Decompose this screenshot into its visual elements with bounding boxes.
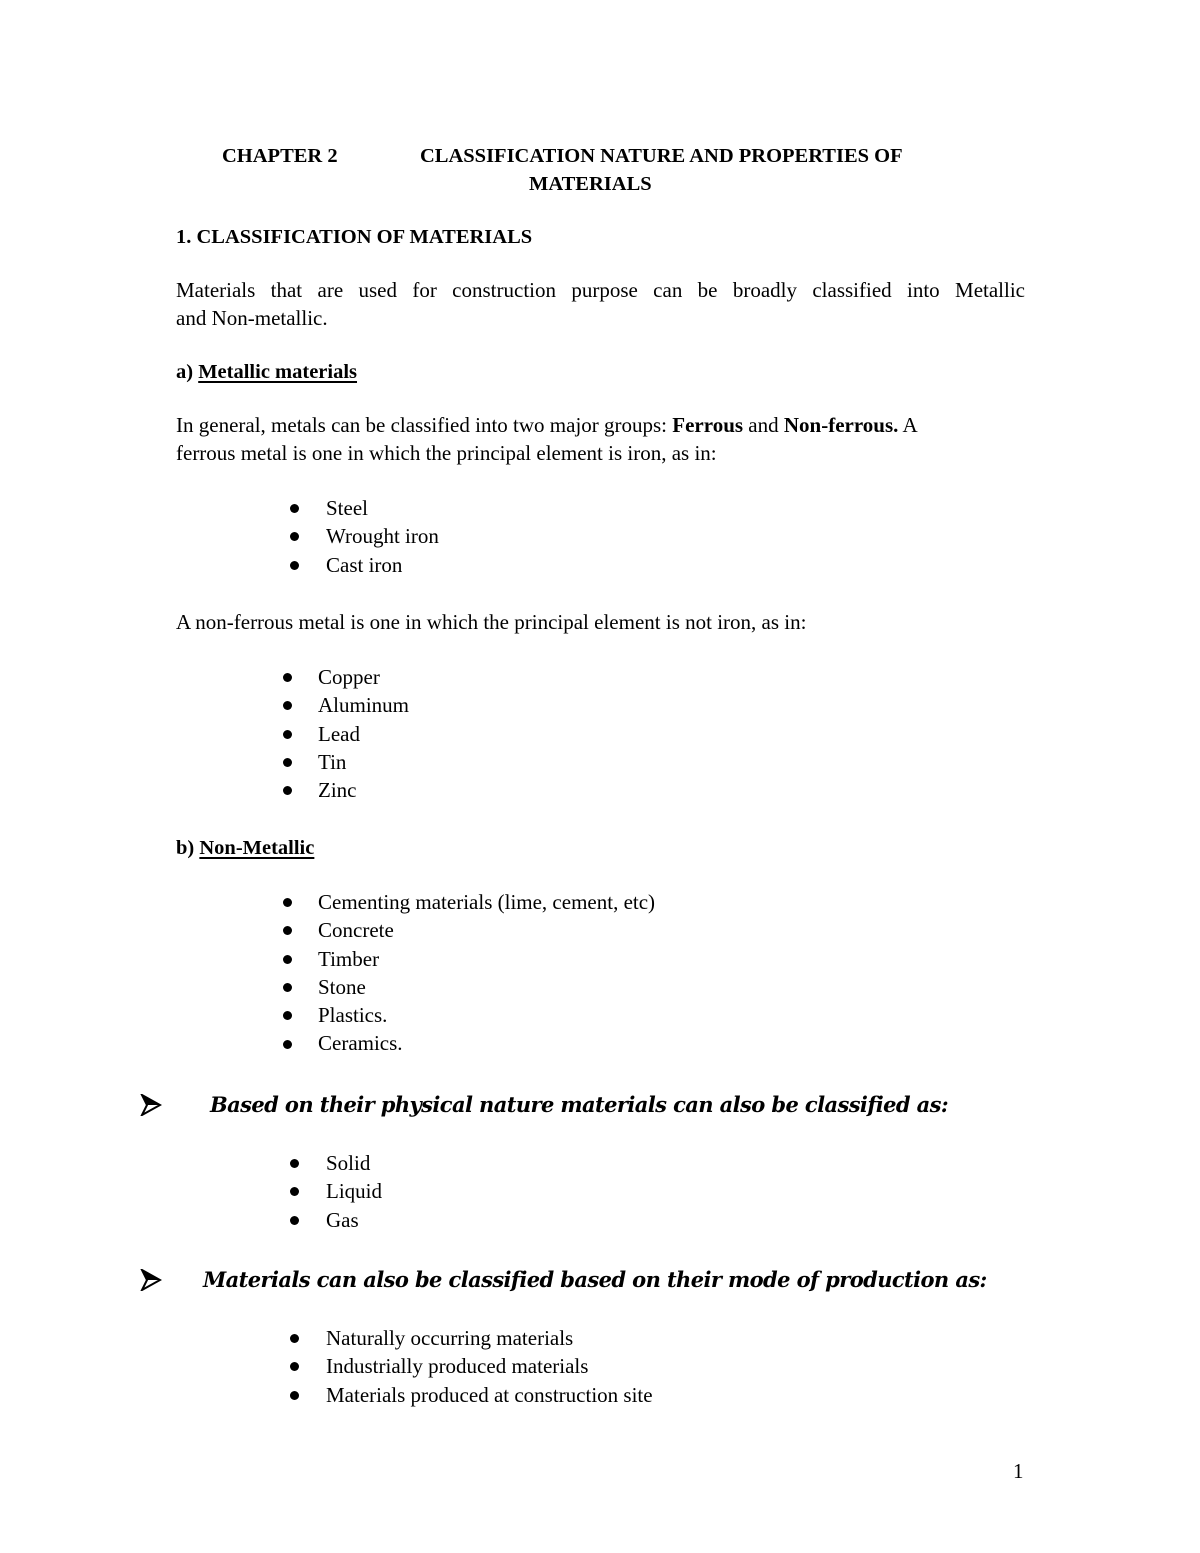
- physical-nature-heading: Based on their physical nature materials can also be classified as:: [140, 1090, 1040, 1120]
- bullet-icon: [290, 532, 299, 541]
- bullet-icon: [290, 1187, 299, 1196]
- nonferrous-term: Non-ferrous.: [783, 413, 899, 437]
- metallic-heading-text: Metallic materials: [198, 361, 358, 383]
- bullet-icon: [290, 1216, 299, 1225]
- list-item: Tin: [283, 748, 683, 776]
- arrow-right-icon: [140, 1269, 162, 1291]
- arrow-right-icon: [140, 1094, 162, 1116]
- metallic-paragraph-line2: ferrous metal is one in which the principal element is iron, as in:: [176, 441, 717, 465]
- list-item: Industrially produced materials: [290, 1352, 790, 1380]
- nonferrous-intro: A non-ferrous metal is one in which the principal element is not iron, as in:: [176, 610, 807, 634]
- list-item: Stone: [283, 973, 783, 1001]
- physical-list: [290, 1149, 690, 1234]
- list-item: Plastics.: [283, 1001, 783, 1029]
- list-item: Gas: [290, 1206, 690, 1234]
- chapter-title-line2: MATERIALS: [529, 173, 652, 195]
- bullet-icon: [283, 730, 292, 739]
- list-item: Wrought iron: [290, 522, 690, 550]
- list-item: Cementing materials (lime, cement, etc): [283, 888, 783, 916]
- list-item: Ceramics.: [283, 1029, 783, 1057]
- production-mode-heading: Materials can also be classified based on their mode of production as:: [140, 1265, 1040, 1295]
- bullet-icon: [290, 1362, 299, 1371]
- bullet-icon: [283, 758, 292, 767]
- intro-paragraph-line2: and Non-metallic.: [176, 306, 328, 330]
- list-item: Solid: [290, 1149, 690, 1177]
- nonmetallic-heading: [176, 838, 314, 859]
- bullet-icon: [283, 1040, 292, 1049]
- bullet-icon: [283, 926, 292, 935]
- list-item: Cast iron: [290, 551, 690, 579]
- bullet-icon: [290, 1391, 299, 1400]
- section-heading: 1. CLASSIFICATION OF MATERIALS: [176, 226, 533, 248]
- list-item: Copper: [283, 663, 683, 691]
- list-item: Naturally occurring materials: [290, 1324, 790, 1352]
- bullet-icon: [283, 673, 292, 682]
- bullet-icon: [283, 898, 292, 907]
- list-item: Zinc: [283, 776, 683, 804]
- page-number: 1: [1013, 1459, 1024, 1483]
- bullet-icon: [283, 1011, 292, 1020]
- list-item: Materials produced at construction site: [290, 1381, 790, 1409]
- bullet-icon: [283, 786, 292, 795]
- nonmetallic-heading-text: Non-Metallic: [199, 837, 315, 859]
- bullet-icon: [290, 504, 299, 513]
- nonmetallic-list: [283, 888, 783, 1058]
- bullet-icon: [283, 701, 292, 710]
- list-item: Steel: [290, 494, 690, 522]
- chapter-label: CHAPTER 2: [222, 145, 338, 167]
- list-item: Lead: [283, 720, 683, 748]
- nonmetallic-prefix: b): [176, 837, 200, 859]
- metallic-para-part1: In general, metals can be classified into two major groups:: [176, 413, 673, 437]
- ferrous-term: Ferrous: [672, 413, 744, 437]
- production-list: [290, 1324, 790, 1409]
- metallic-prefix: a): [176, 361, 199, 383]
- bullet-icon: [290, 561, 299, 570]
- bullet-icon: [283, 983, 292, 992]
- metallic-para-part2: A: [898, 413, 918, 437]
- list-item: Aluminum: [283, 691, 683, 719]
- chapter-title-line1: CLASSIFICATION NATURE AND PROPERTIES OF: [420, 145, 903, 167]
- nonferrous-list: [283, 663, 683, 804]
- bullet-icon: [290, 1159, 299, 1168]
- metallic-paragraph-line1: [176, 415, 918, 436]
- list-item: Liquid: [290, 1177, 690, 1205]
- list-item: Concrete: [283, 916, 783, 944]
- list-item: Timber: [283, 945, 783, 973]
- bullet-icon: [290, 1334, 299, 1343]
- metallic-heading: [176, 362, 357, 383]
- intro-paragraph-line1: Materials that are used for construction purpose can be broadly classified into Metallic: [176, 278, 1025, 302]
- metallic-para-and: and: [743, 413, 784, 437]
- bullet-icon: [283, 955, 292, 964]
- ferrous-list: [290, 494, 690, 579]
